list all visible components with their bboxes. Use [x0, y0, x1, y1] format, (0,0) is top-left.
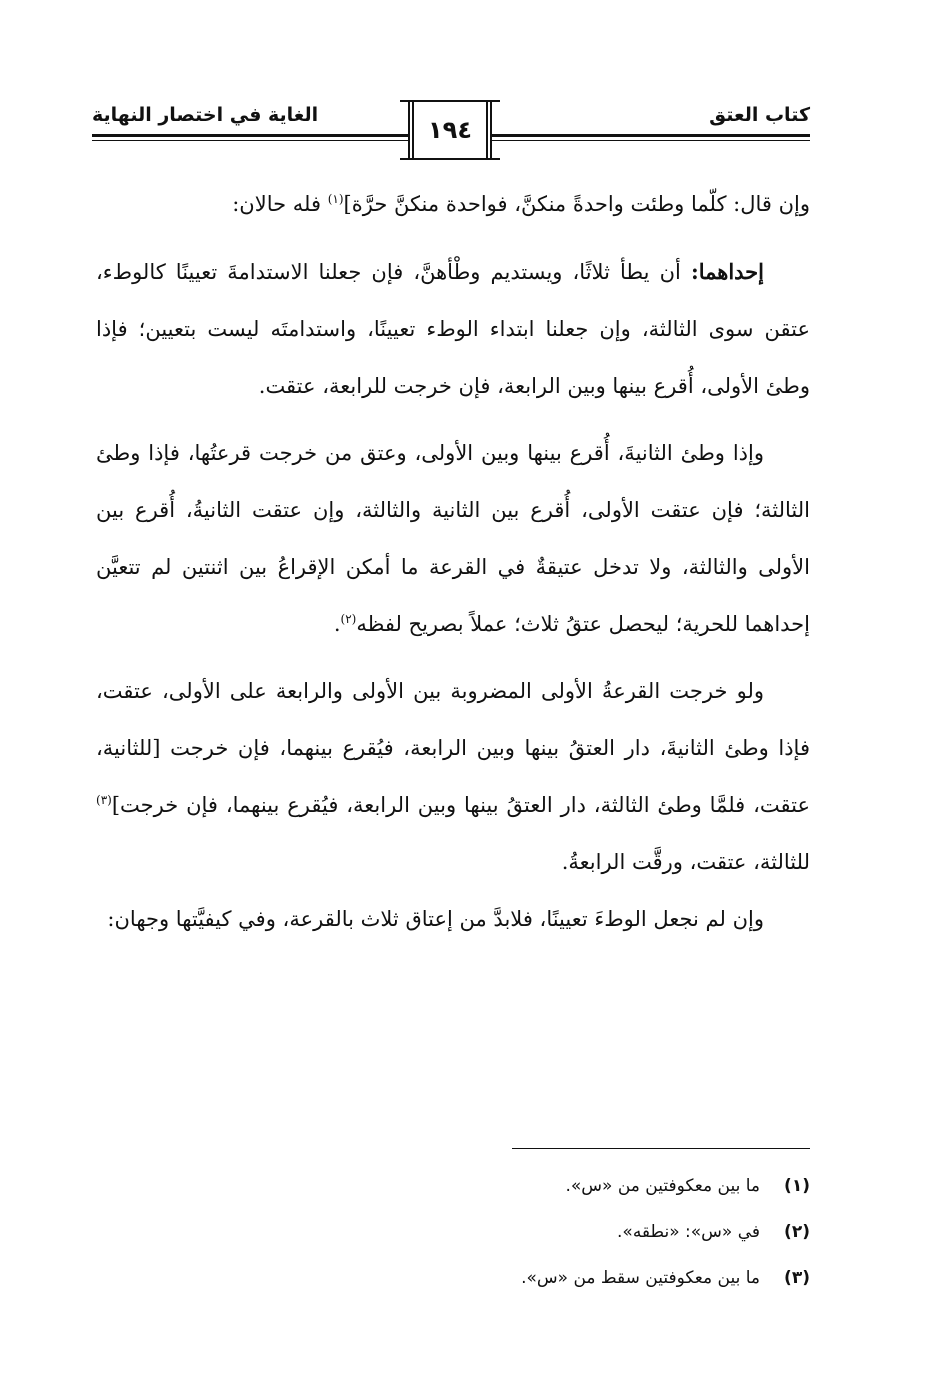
chapter-title: كتاب العتق: [709, 104, 810, 126]
footnote-number: (٢): [784, 1222, 810, 1242]
footnote-number: (٣): [784, 1268, 810, 1288]
paragraph-text: ولو خرجت القرعةُ الأولى المضروبة بين الأولى والرابعة على الأولى، عتقت، فإذا وطئ الثانيةَ، دار العتقُ بينها وبين الرابعة، فيُقرع بينهما، فإن خرجت [للثانية، عتقت، فلمَّا وطئ الثالثة، دار العتقُ بينها وبين الرابعة، فيُقرع بينهما، فإن خرجت]: [96, 679, 810, 817]
page-number-frame: [408, 100, 492, 160]
paragraph-5: [96, 891, 810, 948]
footnote-3: [300, 1255, 810, 1301]
paragraph-text-continued: .: [333, 612, 341, 636]
footnote-ref-3: (٣): [96, 793, 112, 807]
footnote-ref-2: (٢): [340, 612, 357, 626]
book-title: الغاية في اختصار النهاية: [92, 104, 319, 126]
paragraph-1: [96, 176, 810, 233]
paragraph-text-continued: فله حالان:: [232, 192, 328, 216]
main-text: [96, 176, 810, 958]
footnote-text: ما بين معكوفتين من «س».: [565, 1176, 760, 1196]
footnote-1: [300, 1163, 810, 1209]
paragraph-lead: إحداهما:: [690, 259, 764, 284]
running-header: [92, 92, 810, 182]
footnote-ref-1: (١): [327, 192, 344, 206]
paragraph-text: وإن قال: كلّما وطئت واحدةً منكنَّ، فواحدة منكنَّ حرَّة]: [343, 192, 810, 216]
paragraph-text: أن يطأ ثلاثًا، ويستديم وطْأهنَّ، فإن جعلنا الاستدامةَ تعيينًا كالوطء، عتقن سوى الثالثة، وإن جعلنا ابتداء الوطء تعيينًا، واستدامتَه ليست بتعيين؛ فإذا وطئ الأولى، أُقرع بينها وبين الرابعة، فإن خرجت للرابعة، عتقت.: [96, 260, 810, 398]
footnotes: [300, 1163, 810, 1301]
paragraph-text-continued: للثالثة، عتقت، ورقَّت الرابعةُ.: [561, 850, 810, 874]
footnote-separator: [512, 1148, 810, 1149]
paragraph-text: وإن لم نجعل الوطءَ تعيينًا، فلابدَّ من إعتاق ثلاث بالقرعة، وفي كيفيَّتها وجهان:: [107, 907, 764, 931]
page-number: ١٩٤: [428, 116, 472, 144]
footnote-number: (١): [784, 1176, 810, 1196]
footnote-2: [300, 1209, 810, 1255]
footnote-text: في «س»: «نطقه».: [617, 1222, 760, 1242]
paragraph-4: [96, 663, 810, 891]
footnote-text: ما بين معكوفتين سقط من «س».: [521, 1268, 760, 1288]
paragraph-3: [96, 425, 810, 653]
paragraph-text: وإذا وطئ الثانيةَ، أُقرع بينها وبين الأولى، وعتق من خرجت قرعتُها، فإذا وطئ الثالثة؛ فإن عتقت الأولى، أُقرع بين الثانية والثالثة، وإن عتقت الثانيةُ، أُقرع بين الأولى والثالثة، ولا تدخل عتيقةٌ في القرعة ما أمكن الإقراعُ بين اثنتين لم تتعيَّن إحداهما للحرية؛ ليحصل عتقُ ثلاث؛ عملاً بصريح لفظه: [96, 441, 810, 636]
paragraph-2: [96, 243, 810, 415]
